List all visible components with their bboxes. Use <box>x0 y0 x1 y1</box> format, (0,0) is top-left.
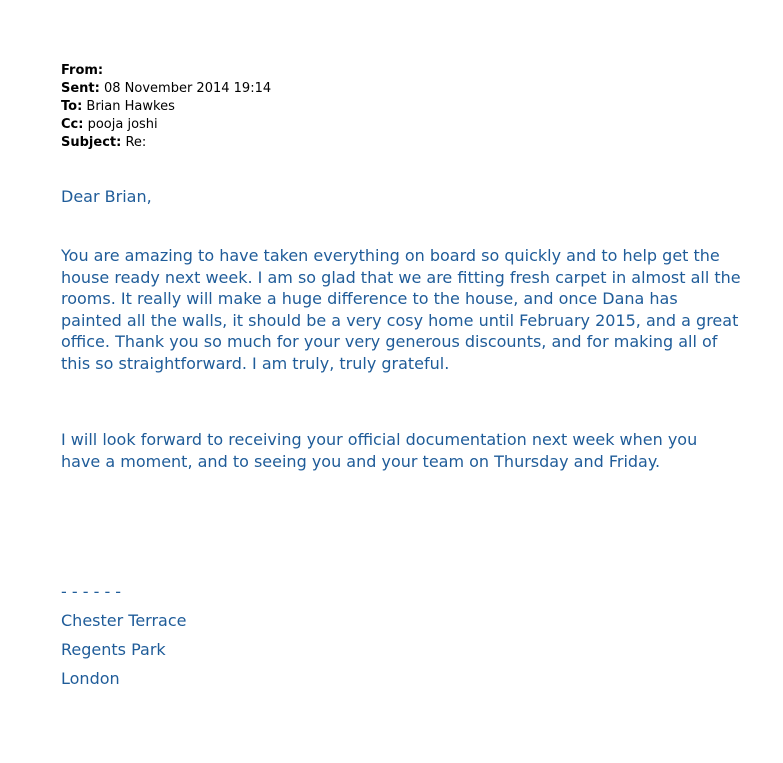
signature <box>61 577 187 693</box>
subject-row <box>61 134 741 152</box>
signature-line-area: Regents Park <box>61 640 166 659</box>
to-value: Brian Hawkes <box>86 99 175 114</box>
email-headers <box>61 62 741 152</box>
cc-value: pooja joshi <box>87 117 158 132</box>
sent-row <box>61 80 741 98</box>
subject-label: Subject: <box>61 135 122 150</box>
sent-label: Sent: <box>61 81 100 96</box>
subject-value: Re: <box>125 135 147 150</box>
signature-separator: - - - - - - <box>61 582 122 601</box>
email-message <box>61 62 741 688</box>
from-label: From: <box>61 63 104 78</box>
cc-label: Cc: <box>61 117 84 132</box>
greeting: Dear Brian, <box>61 187 152 206</box>
body-paragraph-1: You are amazing to have taken everything on board so quickly and to help get the house ready next week. I am so glad that we are fitting fresh carpet in almost all the rooms. It really will make a huge difference to the house, and once Dana has painted all the walls, it should be a very cosy home until February 2015, and a great office. Thank you so much for your very generous discounts, and for making all of this so straightforward. I am truly, truly grateful. <box>61 246 741 373</box>
from-row <box>61 62 741 80</box>
body-paragraph-2: I will look forward to receiving your official documentation next week when you have a moment, and to seeing you and your team on Thursday and Friday. <box>61 430 698 471</box>
to-label: To: <box>61 99 83 114</box>
signature-line-street: Chester Terrace <box>61 611 187 630</box>
to-row <box>61 98 741 116</box>
cc-row <box>61 116 741 134</box>
signature-line-city: London <box>61 669 120 688</box>
sent-value: 08 November 2014 19:14 <box>104 81 272 96</box>
